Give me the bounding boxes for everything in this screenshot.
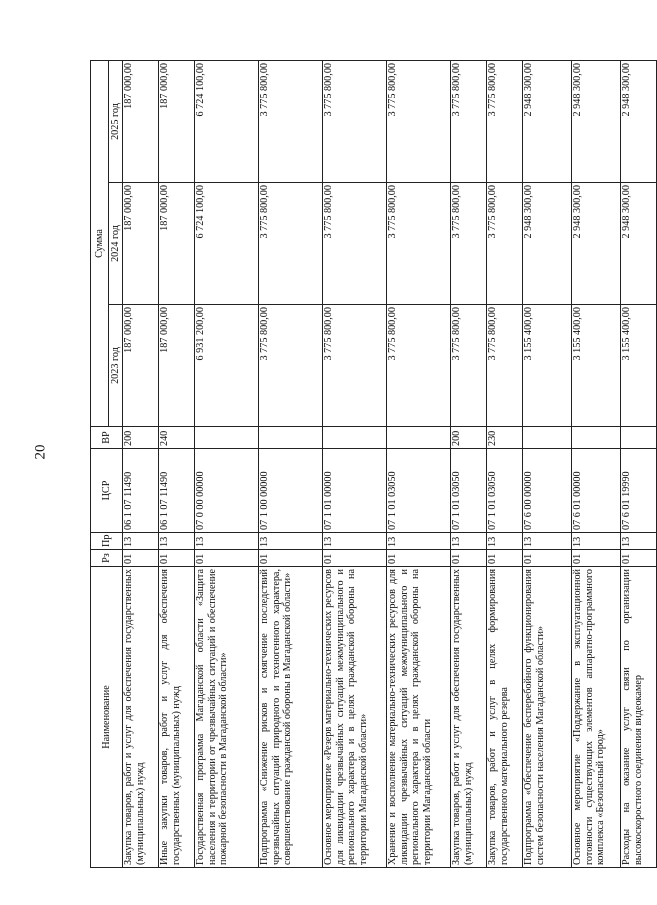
row-name: Государственная программа Магаданской области «Защита населения и территории от чрезвычайных ситуаций и обеспечение пожарной безопасности в Магаданской области» (195, 567, 259, 868)
table-row (159, 60, 195, 867)
row-pr: 13 (323, 533, 387, 550)
row-csr: 07 6 00 00000 (523, 449, 572, 533)
row-rz: 01 (259, 550, 323, 567)
row-vr: 200 (451, 427, 487, 449)
row-rz: 01 (387, 550, 451, 567)
row-sum-2025: 3 775 800,00 (451, 60, 487, 182)
table-row (323, 60, 387, 867)
budget-table (90, 60, 657, 868)
row-pr: 13 (387, 533, 451, 550)
row-sum-2024: 187 000,00 (159, 183, 195, 305)
row-rz: 01 (323, 550, 387, 567)
header-year-2025: 2025 год (109, 60, 123, 182)
table-row (451, 60, 487, 867)
table-body (123, 60, 657, 867)
header-pr: Пр (91, 533, 123, 550)
row-sum-2025: 3 775 800,00 (487, 60, 523, 182)
row-rz: 01 (123, 550, 159, 567)
row-rz: 01 (159, 550, 195, 567)
row-vr: 240 (159, 427, 195, 449)
row-sum-2025: 187 000,00 (159, 60, 195, 182)
row-sum-2023: 187 000,00 (159, 305, 195, 427)
row-csr: 07 6 01 00000 (572, 449, 621, 533)
row-pr: 13 (572, 533, 621, 550)
table-row (195, 60, 259, 867)
row-vr: 230 (487, 427, 523, 449)
row-sum-2025: 3 775 800,00 (387, 60, 451, 182)
row-sum-2023: 3 775 800,00 (487, 305, 523, 427)
row-name: Хранение и восполнение материально-технических ресурсов для ликвидации чрезвычайных ситуаций межмуниципального и регионального характера и в целях гражданской обороны на территории Магаданской области (387, 567, 451, 868)
table-row (523, 60, 572, 867)
row-name: Расходы на оказание услуг связи по организации высокоскоростного соединения видеокамер (621, 567, 657, 868)
row-name: Закупка товаров, работ и услуг для обеспечения государственных (муниципальных) нужд (451, 567, 487, 868)
row-name: Закупка товаров, работ и услуг в целях формирования государственного материального резерва (487, 567, 523, 868)
row-name: Подпрограмма «Снижение рисков и смягчение последствий чрезвычайных ситуаций природного и техногенного характера, совершенствование гражданской обороны в Магаданской области» (259, 567, 323, 868)
row-csr: 06 1 07 11490 (159, 449, 195, 533)
row-name: Основное мероприятие «Поддержание в эксплуатационной готовности существующих элементов аппаратно-программного комплекса «Безопасный город» (572, 567, 621, 868)
row-sum-2025: 187 000,00 (123, 60, 159, 182)
row-pr: 13 (123, 533, 159, 550)
row-sum-2024: 3 775 800,00 (323, 183, 387, 305)
row-pr: 13 (259, 533, 323, 550)
row-rz: 01 (621, 550, 657, 567)
row-name: Основное мероприятие «Резерв материально-технических ресурсов для ликвидации чрезвычайных ситуаций межмуниципального и регионального характера и в целях гражданской обороны на территории Магаданской области» (323, 567, 387, 868)
row-pr: 13 (621, 533, 657, 550)
table-row (487, 60, 523, 867)
row-name: Иные закупки товаров, работ и услуг для обеспечения государственных (муниципальных) нужд (159, 567, 195, 868)
row-pr: 13 (451, 533, 487, 550)
table-row (123, 60, 159, 867)
row-rz: 01 (523, 550, 572, 567)
row-sum-2025: 2 948 300,00 (621, 60, 657, 182)
table-row (259, 60, 323, 867)
row-csr: 06 1 07 11490 (123, 449, 159, 533)
row-sum-2025: 3 775 800,00 (323, 60, 387, 182)
row-csr: 07 1 01 00000 (323, 449, 387, 533)
row-sum-2025: 6 724 100,00 (195, 60, 259, 182)
page-number: 20 (32, 444, 49, 460)
row-rz: 01 (572, 550, 621, 567)
row-sum-2024: 2 948 300,00 (523, 183, 572, 305)
row-sum-2023: 187 000,00 (123, 305, 159, 427)
row-sum-2023: 3 155 400,00 (621, 305, 657, 427)
row-sum-2024: 3 775 800,00 (259, 183, 323, 305)
table-header (91, 60, 123, 867)
rotated-table-container (90, 61, 644, 868)
row-vr (387, 427, 451, 449)
header-sum: Сумма (91, 60, 109, 426)
row-vr (195, 427, 259, 449)
table-row (621, 60, 657, 867)
row-csr: 07 6 01 19990 (621, 449, 657, 533)
row-sum-2024: 3 775 800,00 (387, 183, 451, 305)
row-rz: 01 (451, 550, 487, 567)
row-sum-2023: 3 155 400,00 (523, 305, 572, 427)
row-sum-2024: 3 775 800,00 (451, 183, 487, 305)
row-sum-2024: 2 948 300,00 (572, 183, 621, 305)
row-name: Подпрограмма «Обеспечение бесперебойного функционирования систем безопасности населения Магаданской области» (523, 567, 572, 868)
header-year-2023: 2023 год (109, 305, 123, 427)
row-pr: 13 (487, 533, 523, 550)
row-csr: 07 0 00 00000 (195, 449, 259, 533)
row-vr (259, 427, 323, 449)
header-vr: ВР (91, 427, 123, 449)
row-pr: 13 (523, 533, 572, 550)
row-sum-2023: 6 931 200,00 (195, 305, 259, 427)
row-pr: 13 (195, 533, 259, 550)
row-csr: 07 1 01 03050 (387, 449, 451, 533)
table-row (387, 60, 451, 867)
row-sum-2024: 2 948 300,00 (621, 183, 657, 305)
row-sum-2024: 3 775 800,00 (487, 183, 523, 305)
row-sum-2025: 2 948 300,00 (572, 60, 621, 182)
header-name: Наименование (91, 567, 123, 868)
row-vr (523, 427, 572, 449)
row-vr (621, 427, 657, 449)
row-sum-2023: 3 775 800,00 (451, 305, 487, 427)
row-sum-2025: 2 948 300,00 (523, 60, 572, 182)
row-vr: 200 (123, 427, 159, 449)
row-sum-2023: 3 775 800,00 (387, 305, 451, 427)
table-row (572, 60, 621, 867)
header-rz: Рз (91, 550, 123, 567)
row-rz: 01 (487, 550, 523, 567)
row-sum-2023: 3 155 400,00 (572, 305, 621, 427)
row-sum-2024: 6 724 100,00 (195, 183, 259, 305)
row-csr: 07 1 01 03050 (487, 449, 523, 533)
header-csr: ЦСР (91, 449, 123, 533)
row-vr (323, 427, 387, 449)
row-sum-2025: 3 775 800,00 (259, 60, 323, 182)
row-csr: 07 1 00 00000 (259, 449, 323, 533)
row-csr: 07 1 01 03050 (451, 449, 487, 533)
row-vr (572, 427, 621, 449)
row-rz: 01 (195, 550, 259, 567)
row-sum-2023: 3 775 800,00 (259, 305, 323, 427)
row-sum-2023: 3 775 800,00 (323, 305, 387, 427)
row-name: Закупка товаров, работ и услуг для обеспечения государственных (муниципальных) нужд (123, 567, 159, 868)
header-year-2024: 2024 год (109, 183, 123, 305)
row-sum-2024: 187 000,00 (123, 183, 159, 305)
row-pr: 13 (159, 533, 195, 550)
